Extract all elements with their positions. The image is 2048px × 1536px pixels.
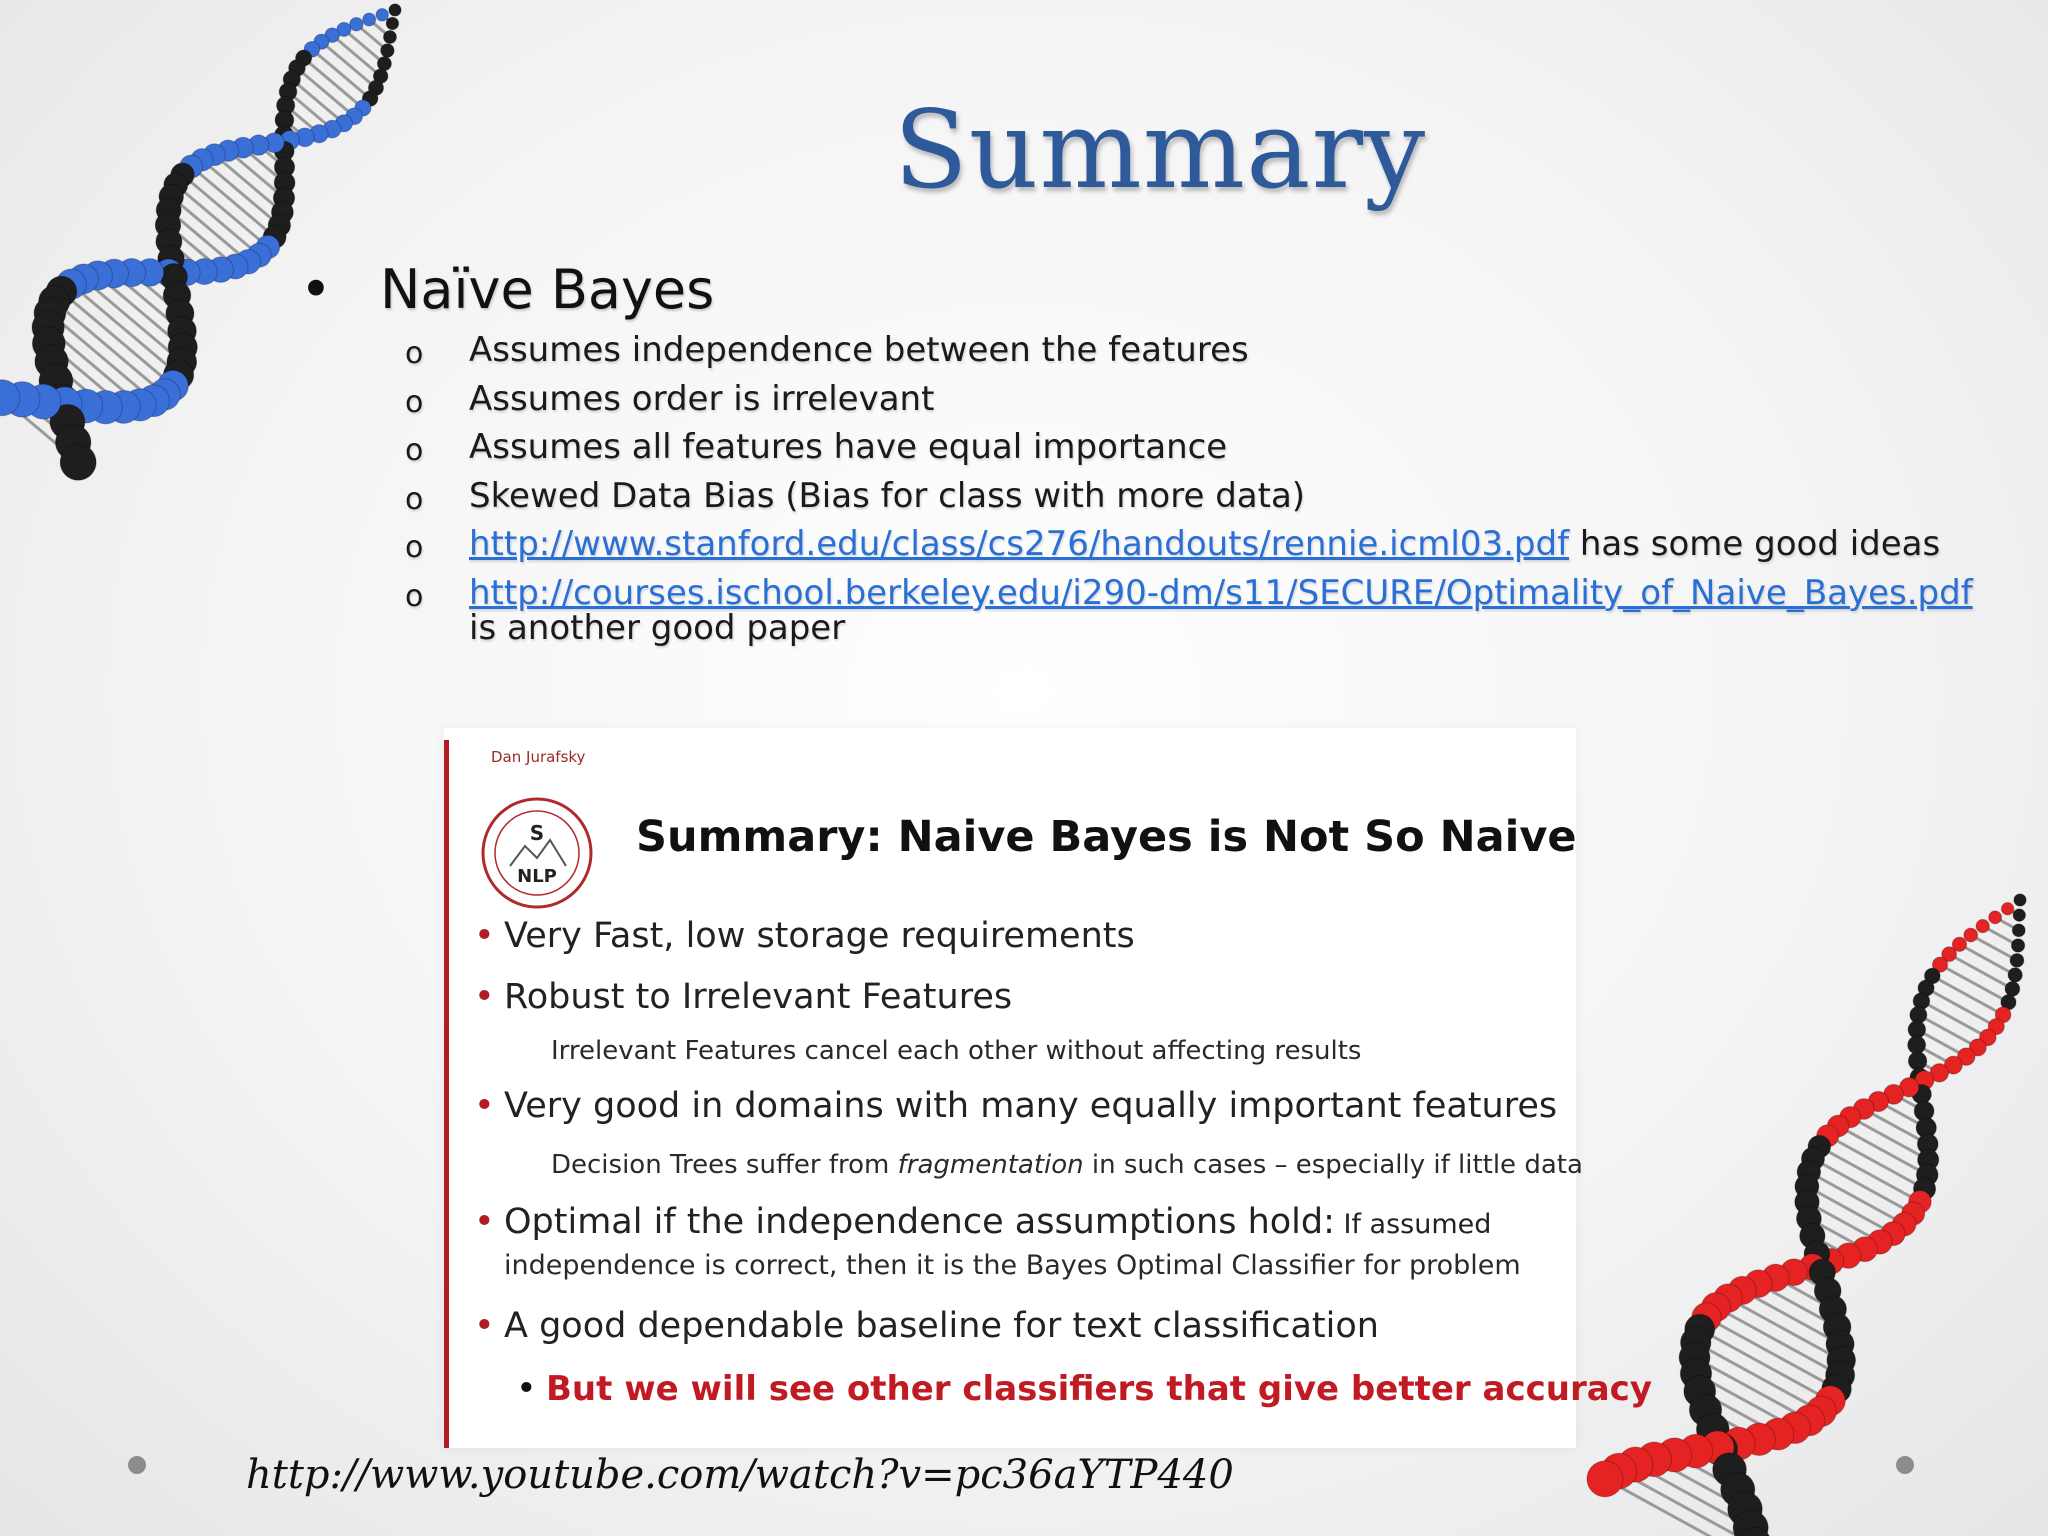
black-bullet-marker: • — [516, 1369, 537, 1409]
sub-bullet-marker: o — [405, 336, 424, 371]
sub-item-text: Assumes all features have equal importance — [469, 427, 1228, 467]
dna-rung — [1809, 1172, 1904, 1224]
dna-bead — [1964, 928, 1978, 942]
dna-rung — [1700, 1329, 1831, 1401]
red-bullet-marker: • — [474, 977, 495, 1017]
dna-bead — [2010, 953, 2024, 967]
bullet-text-small: If assumed — [1334, 1209, 1492, 1240]
stanford-nlp-seal-icon — [480, 796, 594, 910]
sub-item-text: Assumes order is irrelevant — [469, 378, 935, 419]
dna-rung — [1971, 935, 2017, 960]
red-bullet-marker: • — [474, 1086, 495, 1126]
sub-bullet-marker: o — [405, 384, 424, 420]
subtext-part: in such cases – especially if little data — [1083, 1150, 1583, 1180]
dna-bead — [2012, 924, 2025, 937]
sub-item-text — [469, 524, 1940, 564]
embedded-bullet-text: A good dependable baseline for text classification — [504, 1306, 1379, 1346]
list-item — [405, 379, 2005, 428]
embedded-red-bar — [444, 740, 449, 1448]
dna-bead — [1976, 919, 1989, 932]
dna-rung — [1707, 1317, 1837, 1388]
sub-bullet-marker: o — [405, 578, 424, 614]
dna-bead — [60, 444, 96, 480]
dna-bead — [2005, 982, 2020, 997]
sub-item-text: Skewed Data Bias (Bias for class with more data) — [469, 475, 1306, 516]
embedded-bullet-continuation: independence is correct, then it is the Bayes Optimal Classifier for problem — [504, 1250, 1521, 1281]
embedded-bullet-text: Robust to Irrelevant Features — [504, 977, 1013, 1017]
dna-bead — [2001, 902, 2013, 914]
seal-letter-bottom: NLP — [517, 866, 557, 887]
seal-letter-top: S — [529, 821, 545, 845]
sub-item-continuation: is another good paper — [469, 608, 846, 648]
dna-rung — [1949, 954, 2012, 989]
bullet-text-main: Optimal if the independence assumptions hold: — [504, 1202, 1335, 1242]
dna-bead — [363, 13, 376, 26]
dna-rung — [1932, 976, 2003, 1015]
youtube-link[interactable]: http://www.youtube.com/watch?v=pc36aYTP440 — [246, 1452, 1234, 1498]
red-bullet-marker: • — [474, 1306, 495, 1346]
embedded-slide-title: Summary: Naive Bayes is Not So Naive — [636, 812, 1577, 862]
dna-rung — [1959, 944, 2015, 975]
embedded-author: Dan Jurafsky — [491, 748, 586, 766]
dna-rung — [183, 175, 268, 247]
sub-bullet-marker: o — [405, 433, 424, 468]
dna-bead — [386, 17, 399, 30]
dna-bead — [1587, 1461, 1623, 1497]
subtext-part: Decision Trees suffer from — [551, 1150, 898, 1180]
sub-item-text: Assumes independence between the features — [469, 330, 1249, 370]
embedded-bullet-text: Very good in domains with many equally important features — [504, 1086, 1558, 1126]
embedded-subtext — [551, 1150, 1583, 1180]
dna-rung — [1926, 988, 1996, 1026]
dna-rung — [1813, 1159, 1913, 1214]
main-bullet-label: Naïve Bayes — [380, 258, 715, 321]
dna-rung — [1921, 1001, 1987, 1037]
embedded-bullet-text: Very Fast, low storage requirements — [504, 916, 1135, 956]
embedded-subtext: Irrelevant Features cancel each other without affecting results — [551, 1036, 1362, 1066]
red-bullet-marker: • — [474, 916, 495, 956]
link-suffix-text: has some good ideas — [1569, 524, 1941, 564]
dna-rung — [1940, 965, 2008, 1003]
sub-item-text — [469, 573, 1973, 613]
dna-bead — [389, 4, 401, 16]
list-item — [405, 476, 2005, 525]
slide-title: Summary — [893, 88, 1427, 213]
dna-rung — [176, 185, 259, 255]
dna-bead — [383, 31, 396, 44]
dna-rung — [214, 155, 282, 213]
dna-rung — [1819, 1147, 1920, 1202]
slide-corner-dot — [128, 1456, 146, 1474]
bullet-marker: • — [300, 258, 332, 321]
slide-corner-dot — [1896, 1456, 1914, 1474]
list-item — [405, 330, 2005, 379]
dna-bead — [376, 9, 389, 22]
dna-rung — [1918, 1015, 1977, 1048]
dna-helix-blue-decoration — [0, 0, 440, 470]
dna-rung — [1828, 1136, 1925, 1189]
embedded-bullet-text-red: But we will see other classifiers that give better accuracy — [546, 1369, 1652, 1409]
embedded-bullet-text — [504, 1202, 1491, 1242]
sub-bullet-list — [405, 330, 2005, 621]
red-bullet-marker: • — [474, 1202, 495, 1242]
dna-bead — [381, 44, 395, 58]
dna-rung — [191, 167, 274, 237]
embedded-slide-image — [444, 728, 1652, 1448]
dna-bead — [350, 17, 364, 31]
dna-bead — [1989, 911, 2002, 924]
sub-bullet-marker: o — [405, 481, 424, 517]
dna-bead — [2011, 939, 2024, 952]
dna-bead — [1908, 1036, 1926, 1054]
dna-bead — [2008, 968, 2022, 982]
dna-rung — [344, 29, 384, 63]
subtext-emphasis: fragmentation — [897, 1150, 1084, 1180]
berkeley-paper-link[interactable]: http://courses.ischool.berkeley.edu/i290-dm/s11/SECURE/Optimality_of_Naive_Bayes.pdf — [469, 572, 1973, 613]
dna-bead — [2013, 909, 2025, 921]
list-item — [405, 427, 2005, 476]
dna-helix-red-decoration — [1640, 880, 2048, 1536]
list-item — [405, 524, 2005, 573]
sub-bullet-marker: o — [405, 530, 424, 565]
stanford-paper-link[interactable]: http://www.stanford.edu/class/cs276/handouts/rennie.icml03.pdf — [469, 524, 1570, 564]
dna-bead — [2014, 894, 2026, 906]
dna-bead — [1908, 1052, 1926, 1070]
